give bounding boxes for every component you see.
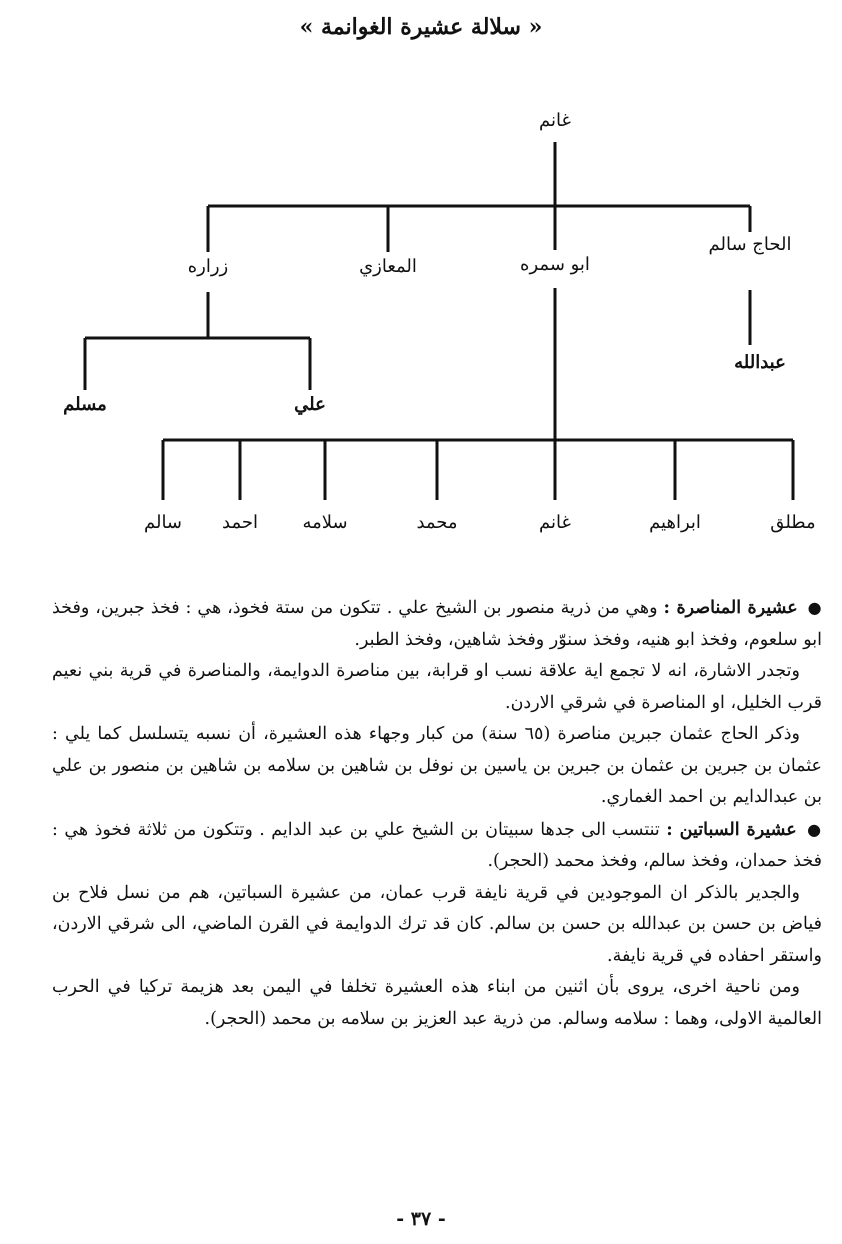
- tree-abdullah: عبدالله: [734, 352, 786, 373]
- tree-salama: سلامه: [302, 512, 348, 533]
- text-sabateen: تنتسب الى جدها سبيتان بن الشيخ علي بن عبد الدايم . وتتكون من ثلاثة فخوذ هي : فخذ حمدان، وفخذ سالم، وفخذ محمد (الحجر).: [52, 819, 822, 871]
- tree-ghanem: غانم: [539, 512, 571, 533]
- tree-al-moazi: المعازي: [359, 256, 417, 277]
- tree-ali: علي: [294, 394, 326, 415]
- heading-manasra: عشيرة المناصرة :: [663, 598, 798, 618]
- bullet-icon: ●: [807, 819, 822, 839]
- tree-abu-samra: ابو سمره: [520, 254, 590, 275]
- tree-zarara: زراره: [187, 256, 229, 277]
- tree-mohammed: محمد: [416, 512, 458, 533]
- tree-muslim: مسلم: [63, 394, 107, 415]
- tree-mutlaq: مطلق: [770, 512, 816, 533]
- paragraph-lineage: وذكر الحاج عثمان جبرين مناصرة (٦٥ سنة) من كبار وجهاء هذه العشيرة، أن نسبه يتسلسل كما يلي : عثمان بن جبرين بن عثمان بن جبرين بن ياسين بن نوفل بن شاهين بن سلامه بن شاهين بن منصور بن علي بن عبدالدايم بن احمد الغماري.: [52, 724, 822, 807]
- paragraph-note: وتجدر الاشارة، انه لا تجمع اية علاقة نسب او قرابة، بين مناصرة الدوايمة، والمناصرة في قرية بني نعيم قرب الخليل، او المناصرة في شرقي الاردن.: [52, 661, 822, 713]
- tree-root: غانم: [539, 110, 571, 131]
- family-tree-lines: [0, 0, 842, 560]
- paragraph-manasra: [52, 592, 822, 656]
- paragraph-yemen: ومن ناحية اخرى، يروى بأن اثنين من ابناء هذه العشيرة تخلفا في اليمن بعد هزيمة تركيا في الحرب العالمية الاولى، وهما : سلامه وسالم. من ذرية عبد العزيز بن سلامه بن محمد (الحجر).: [52, 977, 822, 1029]
- paragraph-nayfa: والجدير بالذكر ان الموجودين في قرية نايفة قرب عمان، من عشيرة السباتين، هم من نسل فلاح بن فياض بن حسن بن عبدالله بن حسن بن سالم. كان قد ترك الدوايمة في القرن الماضي، الى شرقي الاردن، واستقر احفاده في قرية نايفة.: [52, 882, 822, 966]
- text-manasra: وهي من ذرية منصور بن الشيخ علي . تتكون من ستة فخوذ، هي : فخذ جبرين، وفخذ ابو سلعوم، وفخذ ابو هنيه، وفخذ سنوّر وفخذ شاهين، وفخذ الطبر.: [52, 598, 822, 650]
- page-title: « سلالة عشيرة الغوانمة »: [299, 14, 543, 40]
- tree-salem: سالم: [143, 512, 183, 533]
- paragraph-sabateen: [52, 814, 822, 878]
- tree-ahmed: احمد: [222, 512, 258, 533]
- tree-ibrahim: ابراهيم: [649, 512, 701, 533]
- tree-al-haj-salem: الحاج سالم: [708, 234, 792, 255]
- heading-sabateen: عشيرة السباتين :: [666, 819, 797, 840]
- bullet-icon: ●: [807, 598, 822, 617]
- page-number: - ٣٧ -: [396, 1208, 446, 1230]
- body-text: [52, 592, 822, 1035]
